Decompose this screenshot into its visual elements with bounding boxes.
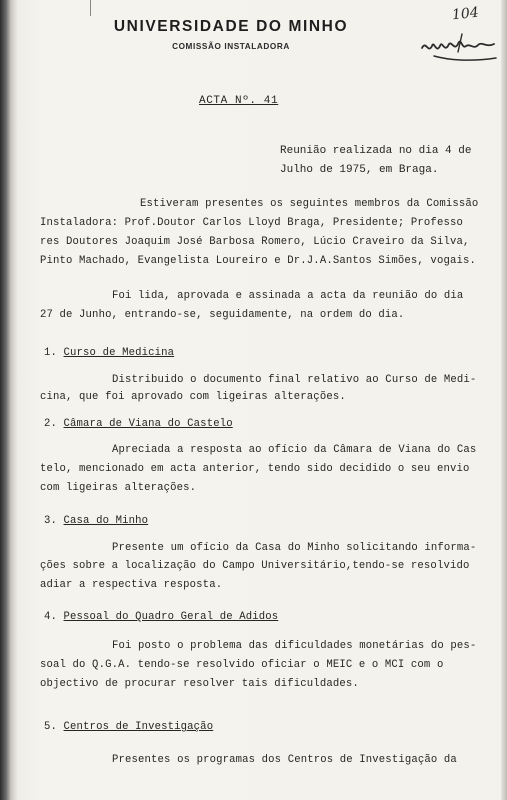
committee-name: COMISSÃO INSTALADORA <box>172 42 290 51</box>
section-line: Foi posto o problema das dificuldades monetárias do pes- <box>112 640 477 652</box>
section-title: Casa do Minho <box>63 515 149 527</box>
section-line: cina, que foi aprovado com ligeiras alterações. <box>40 391 346 403</box>
meeting-info <box>280 142 471 180</box>
section-number: 3. <box>44 515 58 527</box>
section-number: 5. <box>44 721 58 733</box>
section-number: 4. <box>44 611 58 623</box>
attendance-line: Pinto Machado, Evangelista Loureiro e Dr.J.A.Santos Simões, vogais. <box>40 255 476 267</box>
handwritten-signature <box>418 26 498 66</box>
section-heading <box>44 515 148 527</box>
section-heading <box>44 721 213 733</box>
institution-name: UNIVERSIDADE DO MINHO <box>113 18 349 35</box>
section-line: com ligeiras alterações. <box>40 482 197 494</box>
attendance-line: res Doutores Joaquim José Barbosa Romero, Lúcio Craveiro da Silva, <box>40 236 470 248</box>
attendance-line: Instaladora: Prof.Doutor Carlos Lloyd Braga, Presidente; Professo <box>40 217 463 229</box>
section-heading <box>44 611 278 623</box>
meeting-line: Julho de 1975, em Braga. <box>280 164 439 176</box>
page-edge <box>501 0 507 800</box>
section-title: Centros de Investigação <box>63 721 214 733</box>
section-line: objectivo de procurar resolver tais dificuldades. <box>40 678 359 690</box>
margin-mark <box>90 0 91 16</box>
section-line: ções sobre a localização do Campo Universitário,tendo-se resolvido <box>40 560 470 572</box>
section-number: 1. <box>44 347 58 359</box>
section-line: Presente um ofício da Casa do Minho solicitando informa- <box>112 542 477 554</box>
section-title: Curso de Medicina <box>63 347 175 359</box>
letterhead <box>100 18 362 51</box>
minutes-title-text: ACTA Nº. 41 <box>199 95 279 107</box>
approval-line: 27 de Junho, entrando-se, seguidamente, na ordem do dia. <box>40 309 405 321</box>
attendance-line: Estiveram presentes os seguintes membros da Comissão <box>140 198 479 210</box>
section-heading <box>44 347 174 359</box>
section-title: Câmara de Viana do Castelo <box>63 418 233 430</box>
section-line: soal do Q.G.A. tendo-se resolvido oficiar o MEIC e o MCI com o <box>40 659 444 671</box>
handwritten-page-number: 104 <box>451 4 480 24</box>
minutes-title <box>199 95 278 107</box>
section-line: Distribuido o documento final relativo ao Curso de Medi- <box>112 374 477 386</box>
section-number: 2. <box>44 418 58 430</box>
section-line: telo, mencionado em acta anterior, tendo sido decidido o seu envio <box>40 463 470 475</box>
section-title: Pessoal do Quadro Geral de Adidos <box>63 611 279 623</box>
section-line: adiar a respectiva resposta. <box>40 579 223 591</box>
section-line: Presentes os programas dos Centros de Investigação da <box>112 754 457 766</box>
section-heading <box>44 418 233 430</box>
meeting-line: Reunião realizada no dia 4 de <box>280 145 472 157</box>
section-line: Apreciada a resposta ao ofício da Câmara de Viana do Cas <box>112 444 477 456</box>
approval-line: Foi lida, aprovada e assinada a acta da reunião do dia <box>112 290 464 302</box>
